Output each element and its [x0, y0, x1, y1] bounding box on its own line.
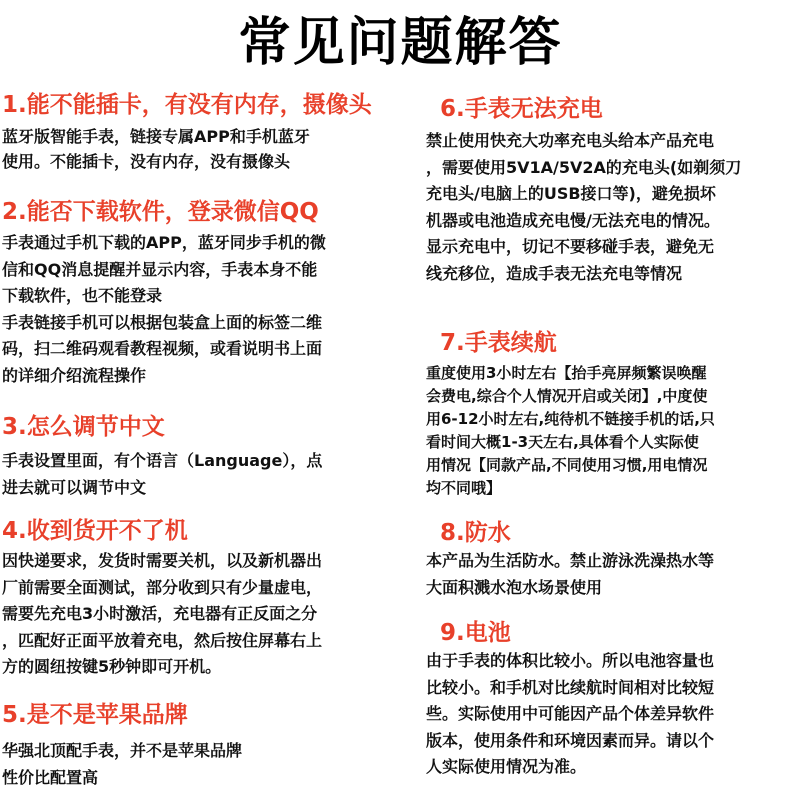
section-7-line: 会费电,综合个人情况开启或关闭】,中度使 [426, 387, 708, 405]
section-9-body [426, 648, 714, 781]
section-5-line: 华强北顶配手表，并不是苹果品牌 [2, 741, 243, 760]
section-7-line: 均不同哦】 [426, 479, 502, 497]
section-7-line: 重度使用3小时左右【抬手亮屏频繁误唤醒 [426, 364, 707, 382]
section-6-line: 线充移位，造成手表无法充电等情况 [426, 263, 683, 283]
section-5-body [2, 738, 242, 791]
section-4-heading: 4.收到货开不了机 [2, 518, 188, 544]
section-5-line: 性价比配置高 [2, 767, 99, 787]
section-1-body [2, 124, 310, 174]
section-6-line: 机器或电池造成充电慢/无法充电的情况。 [426, 210, 720, 230]
section-7-line: 用情况【同款产品,不同使用习惯,用电情况 [426, 456, 708, 474]
section-2-line: 手表链接手机可以根据包装盒上面的标签二维 [2, 312, 323, 332]
section-4-line: 厂前需要全面测试，部分收到只有少量虚电， [2, 577, 323, 597]
section-6-body [426, 128, 741, 287]
section-6-line: 显示充电中，切记不要移碰手表，避免无 [426, 237, 715, 256]
section-4-line: 需要先充电3小时激活，充电器有正反面之分 [2, 604, 318, 623]
section-4-body [2, 548, 322, 681]
page-title: 常见问题解答 [238, 13, 563, 73]
section-1-line: 蓝牙版智能手表，链接专属APP和手机蓝牙 [2, 127, 310, 146]
section-1-line: 使用。不能插卡，没有内存，没有摄像头 [2, 152, 291, 171]
section-9-line: 些。实际使用中可能因产品个体差异软件 [426, 704, 715, 723]
section-6-line: 禁止使用快充大功率充电头给本产品充电 [426, 131, 715, 150]
section-9-line: 人实际使用情况为准。 [426, 757, 587, 776]
section-3-heading: 3.怎么调节中文 [2, 414, 165, 440]
section-3-body [2, 448, 322, 501]
section-6-line: ，需要使用5V1A/5V2A的充电头(如剃须刀 [426, 157, 742, 177]
section-1-heading: 1.能不能插卡，有没有内存，摄像头 [2, 92, 372, 118]
section-4-line: 方的圆纽按键5秒钟即可开机。 [2, 657, 222, 676]
section-3-line: 手表设置里面，有个语言（Language），点 [2, 451, 323, 470]
section-7-line: 用6-12小时左右,纯待机不链接手机的话,只 [426, 410, 715, 428]
section-2-heading: 2.能否下载软件，登录微信QQ [2, 199, 319, 225]
section-7-heading: 7.手表续航 [440, 330, 557, 356]
section-8-body [426, 548, 714, 601]
section-2-body [2, 230, 326, 389]
section-7-line: 看时间大概1-3天左右,具体看个人实际使 [426, 433, 699, 451]
section-2-line: 信和QQ消息提醒并显示内容，手表本身不能 [2, 259, 318, 279]
section-5-heading: 5.是不是苹果品牌 [2, 702, 188, 728]
section-3-line: 进去就可以调节中文 [2, 477, 147, 497]
section-4-line: ，匹配好正面平放着充电，然后按住屏幕右上 [2, 630, 323, 650]
section-6-line: 充电头/电脑上的USB接口等)，避免损坏 [426, 184, 716, 203]
section-2-line: 码，扫二维码观看教程视频，或看说明书上面 [2, 339, 323, 358]
section-8-line: 大面积溅水泡水场景使用 [426, 577, 603, 597]
section-8-line: 本产品为生活防水。禁止游泳洗澡热水等 [426, 551, 715, 570]
section-9-line: 由于手表的体积比较小。所以电池容量也 [426, 651, 715, 670]
section-2-line: 下载软件，也不能登录 [2, 286, 163, 305]
section-2-line: 的详细介绍流程操作 [2, 365, 147, 385]
section-9-heading: 9.电池 [440, 620, 511, 646]
section-8-heading: 8.防水 [440, 520, 511, 546]
section-7-body [426, 362, 715, 500]
section-2-line: 手表通过手机下载的APP，蓝牙同步手机的微 [2, 233, 326, 252]
section-4-line: 因快递要求，发货时需要关机，以及新机器出 [2, 551, 323, 570]
section-9-line: 比较小。和手机对比续航时间相对比较短 [426, 677, 715, 697]
section-9-line: 版本，使用条件和环境因素而异。请以个 [426, 730, 715, 750]
section-6-heading: 6.手表无法充电 [440, 96, 603, 122]
